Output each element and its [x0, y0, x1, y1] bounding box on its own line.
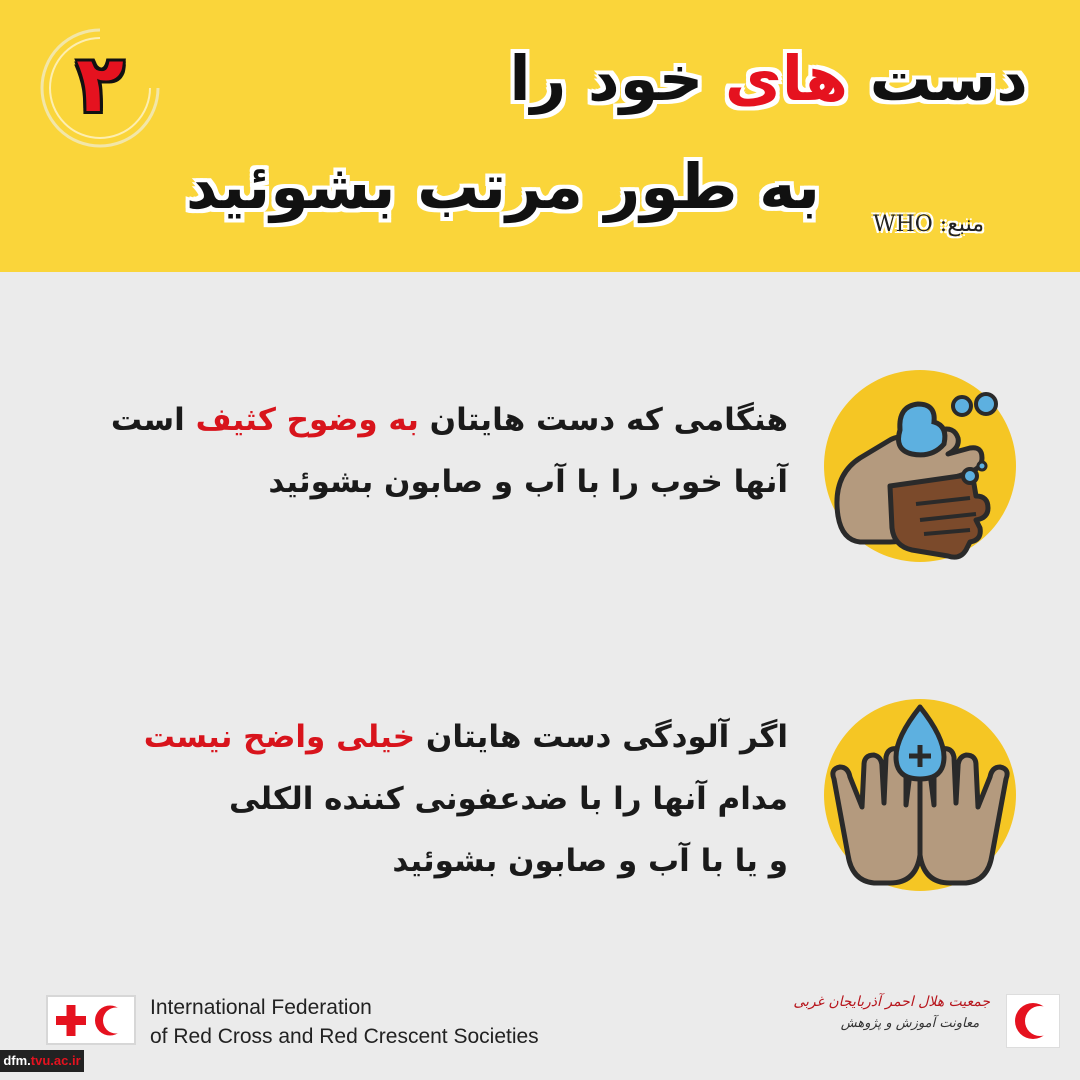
tip-visibly-dirty: [48, 389, 788, 513]
red-crescent-logo-icon: [1006, 994, 1060, 1048]
step-number: ۲: [76, 40, 124, 130]
tip2-highlight: خیلی واضح نیست: [143, 719, 416, 755]
tip2-line3: و یا با آب و صابون بشوئید: [392, 843, 788, 879]
page-title-line2: به طور مرتب بشوئید: [185, 150, 820, 223]
ifrc-logo-icon: [46, 995, 136, 1045]
sanitizer-drop-hands-icon: [820, 695, 1020, 895]
step-badge: [30, 18, 170, 158]
tip2-line1: اگر آلودگی دست هایتان خیلی واضح نیست: [143, 719, 788, 755]
tip1-line1: هنگامی که دست هایتان به وضوح کثیف است: [110, 402, 788, 438]
tip1-line2: آنها خوب را با آب و صابون بشوئید: [268, 464, 788, 500]
page-title-line1: دست های خود را: [509, 42, 1028, 115]
tip1-highlight: به وضوح کثیف: [195, 402, 419, 438]
title-highlight: های: [724, 42, 848, 115]
hands-washing-soap-icon: [820, 366, 1020, 566]
red-crescent-org-text: جمعیت هلال احمر آذربایجان غربی معاونت آموزش و پژوهش: [793, 994, 990, 1031]
tip2-line2: مدام آنها را با ضدعفونی کننده الکلی: [229, 781, 788, 817]
header-banner: [0, 0, 1080, 272]
red-crescent-footer: [793, 990, 1066, 1050]
source-label: منبع: WHO: [872, 212, 984, 237]
ifrc-name: International Federation of Red Cross and Red Crescent Societies: [150, 996, 539, 1048]
site-watermark: dfm.tvu.ac.ir: [0, 1050, 84, 1072]
tip-not-visibly-dirty: [48, 706, 788, 892]
